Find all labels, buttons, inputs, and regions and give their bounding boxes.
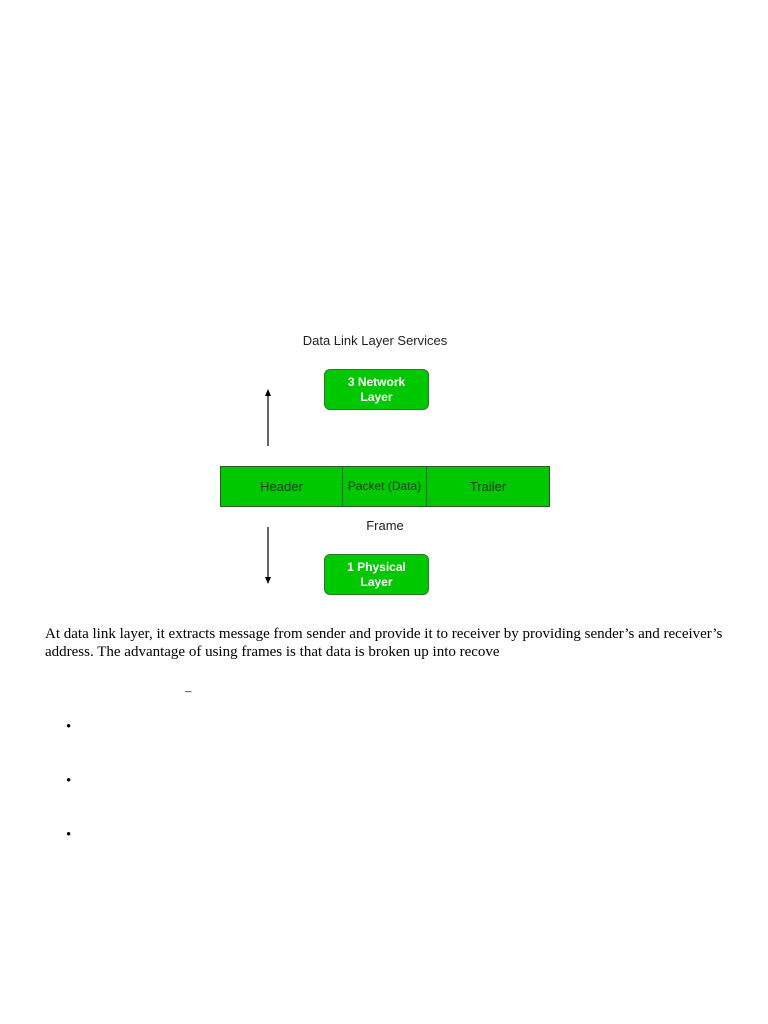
- diagram-title: Data Link Layer Services: [302, 333, 448, 348]
- frame-header-cell: Header: [221, 467, 343, 506]
- physical-layer-box: 1 Physical Layer: [324, 554, 429, 595]
- network-layer-box: 3 Network Layer: [324, 369, 429, 410]
- bullet-point: •: [66, 827, 72, 843]
- dash-mark: –: [185, 683, 192, 698]
- down-arrow-icon: [258, 525, 278, 585]
- body-paragraph: At data link layer, it extracts message from sender and provide it to receiver by providing sender’s and receiver’s address. The advantage of using frames is that data is broken up into recove: [45, 626, 723, 660]
- frame-row: [220, 466, 550, 507]
- frame-label: Frame: [366, 518, 404, 533]
- frame-packet-cell: Packet (Data): [343, 467, 427, 506]
- bullet-point: •: [66, 719, 72, 735]
- up-arrow-icon: [258, 388, 278, 448]
- bullet-point: •: [66, 773, 72, 789]
- frame-trailer-cell: Trailer: [469, 479, 507, 494]
